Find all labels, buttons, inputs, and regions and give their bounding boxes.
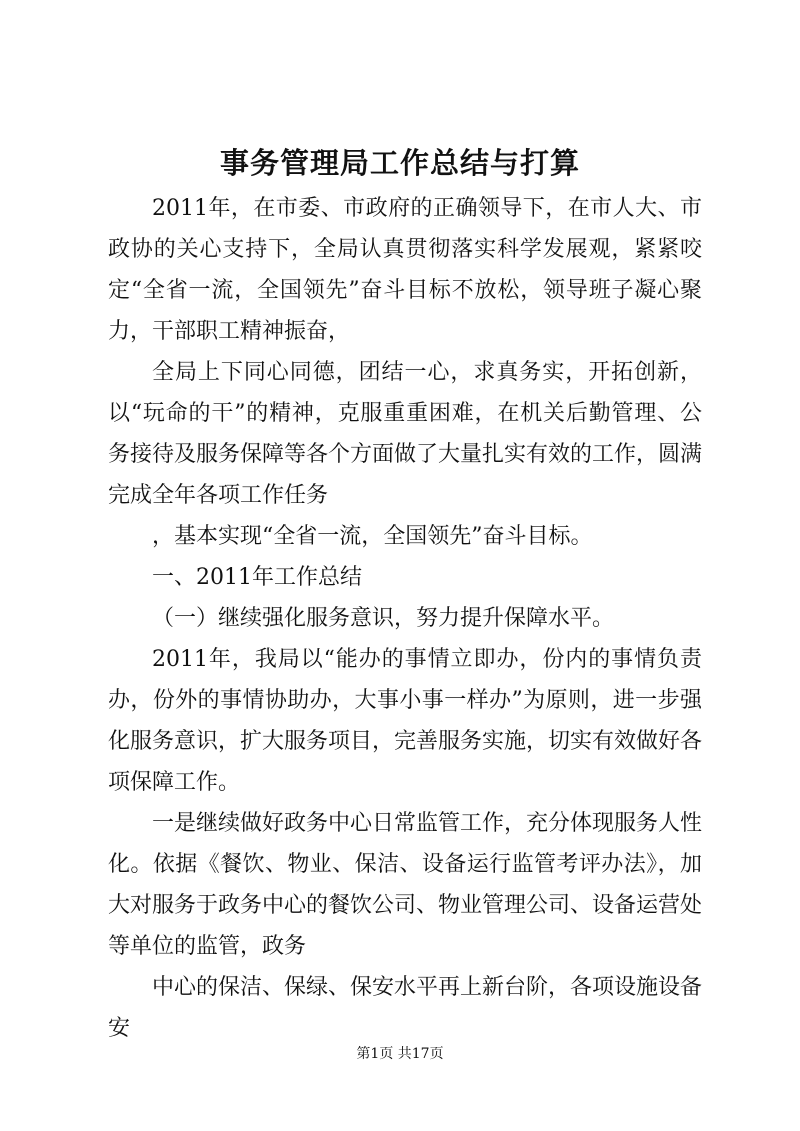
paragraph-6: 中心的保洁、保绿、保安水平再上新台阶，各项设施设备安 bbox=[108, 975, 703, 1041]
section-heading-1: 一、2011年工作总结 bbox=[152, 565, 362, 590]
subsection-heading-1: （一）继续强化服务意识，努力提升保障水平。 bbox=[152, 606, 615, 631]
paragraph-1: 2011年，在市委、市政府的正确领导下，在市人大、市政协的关心支持下，全局认真贯彻落实科学发展观，紧紧咬定“全省一流，全国领先”奋斗目标不放松，领导班子凝心聚力，干部职工精神振奋， bbox=[108, 196, 702, 344]
page-footer: 第1页 共17页 bbox=[356, 1046, 444, 1062]
paragraph-4: 2011年，我局以“能办的事情立即办，份内的事情负责办，份外的事情协助办，大事小事一样办”为原则，进一步强化服务意识，扩大服务项目，完善服务实施，切实有效做好各项保障工作。 bbox=[108, 647, 703, 795]
document-body bbox=[108, 188, 702, 1049]
paragraph-3: ，基本实现“全省一流，全国领先”奋斗目标。 bbox=[152, 524, 593, 549]
document-title: 事务管理局工作总结与打算 bbox=[219, 146, 580, 180]
paragraph-5: 一是继续做好政务中心日常监管工作，充分体现服务人性化。依据《餐饮、物业、保洁、设备运行监管考评办法》，加大对服务于政务中心的餐饮公司、物业管理公司、设备运营处等单位的监管，政务 bbox=[108, 811, 703, 959]
paragraph-2: 全局上下同心同德，团结一心，求真务实，开拓创新，以“玩命的干”的精神，克服重重困难，在机关后勤管理、公务接待及服务保障等各个方面做了大量扎实有效的工作，圆满完成全年各项工作任务 bbox=[108, 360, 703, 508]
